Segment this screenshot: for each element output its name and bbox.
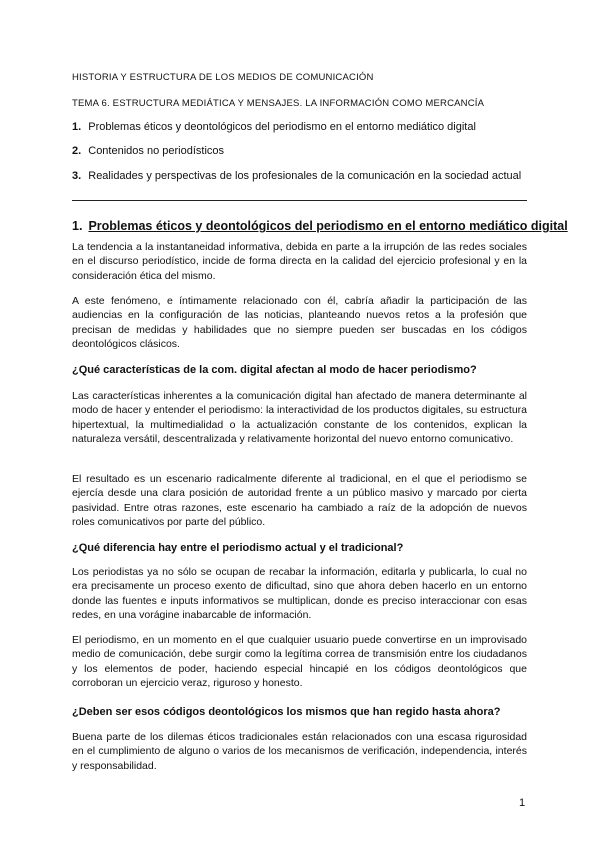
- paragraph: El periodismo, en un momento en el que cualquier usuario puede convertirse en un improvisado medio de comunicación, debe surgir como la legítima correa de transmisión entre los ciudadanos y los elementos de poder, haciendo especial hincapié en los códigos deontológicos que corroboran un ejercicio veraz, riguroso y honesto.: [72, 634, 527, 690]
- paragraph: La tendencia a la instantaneidad informativa, debida en parte a la irrupción de las redes sociales en el discurso periodístico, incide de forma directa en la calidad del ejercicio profesional y en la consideración ética del mismo.: [72, 241, 527, 282]
- toc-item: [72, 121, 476, 133]
- paragraph: Los periodistas ya no sólo se ocupan de recabar la información, editarla y publicarla, lo cual no era precisamente un proceso exento de dificultad, sino que ahora deben hacerlo en un entorno donde las fuentes e inputs informativos se multiplican, donde es preciso interaccionar con esas redes, en una vorágine inabarcable de información.: [72, 566, 527, 622]
- toc-item: [72, 170, 521, 182]
- paragraph: A este fenómeno, e íntimamente relacionado con él, cabría añadir la participación de las audiencias en la configuración de las noticias, planteando nuevos retos a la profesión que precisan de medidas y habilidades que no siempre pueden ser buscadas en los códigos deontológicos clásicos.: [72, 295, 527, 351]
- section-divider: [72, 200, 527, 201]
- toc-item-number: 2.: [72, 145, 82, 157]
- course-title: HISTORIA Y ESTRUCTURA DE LOS MEDIOS DE COMUNICACIÓN: [72, 72, 374, 83]
- toc-item-label: Realidades y perspectivas de los profesionales de la comunicación en la sociedad actual: [88, 170, 522, 182]
- section-heading: [72, 219, 568, 233]
- toc-item-label: Contenidos no periodísticos: [88, 145, 224, 157]
- topic-title: TEMA 6. ESTRUCTURA MEDIÁTICA Y MENSAJES. LA INFORMACIÓN COMO MERCANCÍA: [72, 98, 485, 109]
- toc-item-number: 3.: [72, 170, 82, 182]
- toc-item-number: 1.: [72, 121, 82, 133]
- question-heading: ¿Qué características de la com. digital afectan al modo de hacer periodismo?: [72, 364, 477, 376]
- question-heading: ¿Qué diferencia hay entre el periodismo actual y el tradicional?: [72, 542, 404, 554]
- paragraph: Buena parte de los dilemas éticos tradicionales están relacionados con una escasa rigurosidad en el cumplimiento de alguno o varios de los mecanismos de verificación, independencia, interés y responsabilidad.: [72, 731, 527, 772]
- paragraph: El resultado es un escenario radicalmente diferente al tradicional, en el que el periodismo se ejercía desde una clara posición de autoridad frente a un público masivo y marcado por cierta pasividad. Entre otras razones, este escenario ha cambiado a raíz de la adopción de nuevos roles comunicativos por parte del público.: [72, 473, 527, 529]
- section-title: Problemas éticos y deontológicos del periodismo en el entorno mediático digital: [88, 219, 568, 233]
- toc-item: [72, 145, 224, 157]
- toc-item-label: Problemas éticos y deontológicos del periodismo en el entorno mediático digital: [88, 121, 476, 133]
- page-number: 1: [519, 797, 526, 809]
- question-heading: ¿Deben ser esos códigos deontológicos los mismos que han regido hasta ahora?: [72, 706, 501, 718]
- paragraph: Las características inherentes a la comunicación digital han afectado de manera determinante al modo de hacer y entender el periodismo: la interactividad de los productos digitales, su estructura hipertextual, la multimedialidad o la actualización constante de los contenidos, explican la naturaleza versátil, descentralizada y relativamente horizontal del nuevo entorno comunicativo.: [72, 390, 527, 446]
- section-number: 1.: [72, 219, 83, 233]
